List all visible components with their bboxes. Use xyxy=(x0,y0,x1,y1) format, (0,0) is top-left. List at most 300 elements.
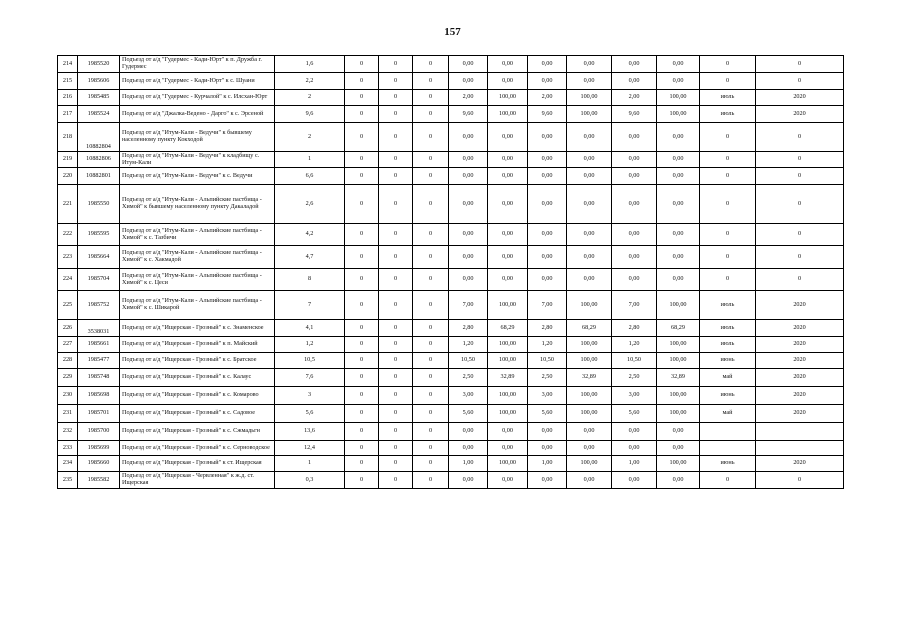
road-length: 1 xyxy=(275,456,345,472)
value-2: 0 xyxy=(379,73,413,90)
year: 0 xyxy=(756,185,844,224)
value-4: 0,00 xyxy=(449,224,488,246)
road-length: 9,6 xyxy=(275,106,345,123)
row-number: 214 xyxy=(58,56,78,73)
road-name: Подъезд от а/д "Итум-Кали - Ведучи" к с. Ведучи xyxy=(120,168,275,185)
value-7: 32,89 xyxy=(567,369,612,387)
value-5: 0,00 xyxy=(488,472,528,489)
table-row xyxy=(58,123,844,152)
value-4: 0,00 xyxy=(449,123,488,152)
value-1: 0 xyxy=(345,472,379,489)
road-name: Подъезд от а/д "Итум-Кали - Альпийские пастбища - Химой" к с. Цеси xyxy=(120,269,275,291)
road-code: 1985700 xyxy=(78,423,120,441)
value-2: 0 xyxy=(379,441,413,456)
value-5: 0,00 xyxy=(488,73,528,90)
table-row xyxy=(58,90,844,106)
value-8: 0,00 xyxy=(612,423,657,441)
year: 2020 xyxy=(756,337,844,353)
row-number: 228 xyxy=(58,353,78,369)
value-7: 0,00 xyxy=(567,246,612,269)
value-2: 0 xyxy=(379,291,413,320)
road-name: Подъезд от а/д "Ищерская - Грозный" к п. Майский xyxy=(120,337,275,353)
road-code: 10882806 xyxy=(78,152,120,168)
month: июль xyxy=(700,106,756,123)
value-2: 0 xyxy=(379,456,413,472)
year: 2020 xyxy=(756,387,844,405)
row-number: 224 xyxy=(58,269,78,291)
road-code: 1985699 xyxy=(78,441,120,456)
value-7: 68,29 xyxy=(567,320,612,337)
road-name: Подъезд от а/д "Ищерская - Грозный" к с. Садовое xyxy=(120,405,275,423)
value-9: 0,00 xyxy=(657,185,700,224)
value-9: 0,00 xyxy=(657,269,700,291)
value-3: 0 xyxy=(413,269,449,291)
value-2: 0 xyxy=(379,472,413,489)
road-code: 10882801 xyxy=(78,168,120,185)
value-9: 100,00 xyxy=(657,387,700,405)
road-name: Подъезд от а/д "Ищерская - Грозный" к с. Сжмадьгн xyxy=(120,423,275,441)
road-name: Подъезд от а/д "Итум-Кали - Альпийские пастбища - Химой" к с. Хакмадой xyxy=(120,246,275,269)
road-code: 1985661 xyxy=(78,337,120,353)
value-5: 0,00 xyxy=(488,224,528,246)
road-length: 1,2 xyxy=(275,337,345,353)
value-4: 0,00 xyxy=(449,168,488,185)
month: июль xyxy=(700,320,756,337)
value-2: 0 xyxy=(379,168,413,185)
value-6: 1,00 xyxy=(528,456,567,472)
value-2: 0 xyxy=(379,269,413,291)
value-2: 0 xyxy=(379,106,413,123)
road-code: 1985748 xyxy=(78,369,120,387)
value-2: 0 xyxy=(379,369,413,387)
value-2: 0 xyxy=(379,353,413,369)
value-7: 100,00 xyxy=(567,90,612,106)
road-name: Подъезд от а/д "Итум-Кали - Ведучи" к кладбищу с. Итум-Кали xyxy=(120,152,275,168)
month: 0 xyxy=(700,269,756,291)
road-length: 8 xyxy=(275,269,345,291)
table-row xyxy=(58,185,844,224)
value-1: 0 xyxy=(345,423,379,441)
month: май xyxy=(700,369,756,387)
road-length: 6,6 xyxy=(275,168,345,185)
row-number: 230 xyxy=(58,387,78,405)
value-9: 0,00 xyxy=(657,168,700,185)
road-code: 1985704 xyxy=(78,269,120,291)
road-code: 1985520 xyxy=(78,56,120,73)
road-length: 2,6 xyxy=(275,185,345,224)
value-1: 0 xyxy=(345,246,379,269)
value-3: 0 xyxy=(413,387,449,405)
value-1: 0 xyxy=(345,353,379,369)
row-number: 215 xyxy=(58,73,78,90)
value-1: 0 xyxy=(345,387,379,405)
value-8: 0,00 xyxy=(612,123,657,152)
value-5: 0,00 xyxy=(488,56,528,73)
road-length: 5,6 xyxy=(275,405,345,423)
value-6: 0,00 xyxy=(528,441,567,456)
road-code: 1985485 xyxy=(78,90,120,106)
month: 0 xyxy=(700,246,756,269)
month: 0 xyxy=(700,56,756,73)
value-4: 7,00 xyxy=(449,291,488,320)
month: май xyxy=(700,405,756,423)
row-number: 220 xyxy=(58,168,78,185)
road-code: 3538031 xyxy=(78,320,120,337)
value-8: 0,00 xyxy=(612,224,657,246)
value-3: 0 xyxy=(413,106,449,123)
table-row xyxy=(58,168,844,185)
value-9: 100,00 xyxy=(657,456,700,472)
value-6: 5,60 xyxy=(528,405,567,423)
value-4: 0,00 xyxy=(449,152,488,168)
road-length: 1,6 xyxy=(275,56,345,73)
value-8: 0,00 xyxy=(612,185,657,224)
road-name: Подъезд от а/д "Ищерская - Грозный" к с. Калаус xyxy=(120,369,275,387)
value-4: 0,00 xyxy=(449,56,488,73)
road-length: 4,7 xyxy=(275,246,345,269)
value-3: 0 xyxy=(413,405,449,423)
row-number: 218 xyxy=(58,123,78,152)
value-7: 100,00 xyxy=(567,456,612,472)
table-row xyxy=(58,291,844,320)
value-6: 2,80 xyxy=(528,320,567,337)
value-7: 0,00 xyxy=(567,423,612,441)
value-4: 5,60 xyxy=(449,405,488,423)
value-2: 0 xyxy=(379,246,413,269)
value-3: 0 xyxy=(413,152,449,168)
year: 2020 xyxy=(756,369,844,387)
road-name: Подъезд от а/д "Итум-Кали - Альпийские пастбища - Химой" к с. Шикарой xyxy=(120,291,275,320)
road-length: 12,4 xyxy=(275,441,345,456)
value-3: 0 xyxy=(413,168,449,185)
road-length: 3 xyxy=(275,387,345,405)
row-number: 234 xyxy=(58,456,78,472)
value-7: 0,00 xyxy=(567,73,612,90)
value-5: 32,89 xyxy=(488,369,528,387)
row-number: 231 xyxy=(58,405,78,423)
month xyxy=(700,441,756,456)
value-5: 0,00 xyxy=(488,269,528,291)
month: июль xyxy=(700,337,756,353)
road-name: Подъезд от а/д "Гудермес - Курчалой" к с. Илсхан-Юрт xyxy=(120,90,275,106)
year xyxy=(756,423,844,441)
road-name: Подъезд от а/д "Итум-Кали - Альпийские пастбища - Химой" к бывшему населенному пункту Дакаладой xyxy=(120,185,275,224)
value-1: 0 xyxy=(345,320,379,337)
road-length: 4,1 xyxy=(275,320,345,337)
month: июнь xyxy=(700,456,756,472)
month: июль xyxy=(700,291,756,320)
value-3: 0 xyxy=(413,56,449,73)
value-3: 0 xyxy=(413,291,449,320)
value-1: 0 xyxy=(345,441,379,456)
year: 2020 xyxy=(756,106,844,123)
value-1: 0 xyxy=(345,152,379,168)
value-9: 0,00 xyxy=(657,56,700,73)
year: 2020 xyxy=(756,456,844,472)
value-9: 100,00 xyxy=(657,405,700,423)
value-6: 0,00 xyxy=(528,246,567,269)
value-7: 0,00 xyxy=(567,185,612,224)
value-3: 0 xyxy=(413,353,449,369)
value-8: 7,00 xyxy=(612,291,657,320)
value-9: 0,00 xyxy=(657,73,700,90)
month: июль xyxy=(700,90,756,106)
value-8: 0,00 xyxy=(612,73,657,90)
value-9: 0,00 xyxy=(657,152,700,168)
year: 2020 xyxy=(756,320,844,337)
road-length: 4,2 xyxy=(275,224,345,246)
value-4: 2,50 xyxy=(449,369,488,387)
road-length: 2,2 xyxy=(275,73,345,90)
year: 0 xyxy=(756,472,844,489)
value-2: 0 xyxy=(379,185,413,224)
value-1: 0 xyxy=(345,73,379,90)
value-3: 0 xyxy=(413,456,449,472)
value-1: 0 xyxy=(345,90,379,106)
value-3: 0 xyxy=(413,246,449,269)
value-6: 2,00 xyxy=(528,90,567,106)
road-length: 1 xyxy=(275,152,345,168)
value-5: 100,00 xyxy=(488,90,528,106)
row-number: 219 xyxy=(58,152,78,168)
value-2: 0 xyxy=(379,56,413,73)
road-code: 1985752 xyxy=(78,291,120,320)
value-1: 0 xyxy=(345,456,379,472)
value-9: 100,00 xyxy=(657,106,700,123)
value-2: 0 xyxy=(379,423,413,441)
road-length: 0,3 xyxy=(275,472,345,489)
value-3: 0 xyxy=(413,337,449,353)
value-6: 0,00 xyxy=(528,185,567,224)
value-5: 0,00 xyxy=(488,168,528,185)
value-5: 100,00 xyxy=(488,337,528,353)
table-row xyxy=(58,387,844,405)
value-4: 1,20 xyxy=(449,337,488,353)
road-length: 2 xyxy=(275,90,345,106)
table-row xyxy=(58,56,844,73)
value-7: 0,00 xyxy=(567,168,612,185)
value-6: 2,50 xyxy=(528,369,567,387)
value-5: 100,00 xyxy=(488,387,528,405)
value-8: 0,00 xyxy=(612,472,657,489)
value-2: 0 xyxy=(379,123,413,152)
year: 0 xyxy=(756,56,844,73)
value-3: 0 xyxy=(413,224,449,246)
road-code: 1985582 xyxy=(78,472,120,489)
table-row xyxy=(58,337,844,353)
table-row xyxy=(58,353,844,369)
value-9: 100,00 xyxy=(657,337,700,353)
value-1: 0 xyxy=(345,291,379,320)
table-row xyxy=(58,269,844,291)
table-row xyxy=(58,246,844,269)
month: 0 xyxy=(700,185,756,224)
value-3: 0 xyxy=(413,90,449,106)
road-name: Подъезд от а/д "Гудермес - Кади-Юрт" к п. Дружба г. Гудермес xyxy=(120,56,275,73)
value-8: 2,00 xyxy=(612,90,657,106)
row-number: 232 xyxy=(58,423,78,441)
value-7: 0,00 xyxy=(567,56,612,73)
row-number: 226 xyxy=(58,320,78,337)
table-row xyxy=(58,456,844,472)
value-8: 0,00 xyxy=(612,269,657,291)
road-code: 1985701 xyxy=(78,405,120,423)
value-6: 0,00 xyxy=(528,168,567,185)
value-2: 0 xyxy=(379,337,413,353)
value-3: 0 xyxy=(413,185,449,224)
value-4: 0,00 xyxy=(449,185,488,224)
value-2: 0 xyxy=(379,152,413,168)
value-8: 5,60 xyxy=(612,405,657,423)
row-number: 223 xyxy=(58,246,78,269)
table-row xyxy=(58,320,844,337)
value-6: 0,00 xyxy=(528,423,567,441)
road-code: 1985550 xyxy=(78,185,120,224)
value-7: 100,00 xyxy=(567,337,612,353)
month: июнь xyxy=(700,353,756,369)
road-code: 1985477 xyxy=(78,353,120,369)
value-1: 0 xyxy=(345,185,379,224)
value-2: 0 xyxy=(379,405,413,423)
value-6: 1,20 xyxy=(528,337,567,353)
road-name: Подъезд от а/д "Гудермес - Кади-Юрт" к с. Шуани xyxy=(120,73,275,90)
road-code: 1985606 xyxy=(78,73,120,90)
value-5: 0,00 xyxy=(488,185,528,224)
month: 0 xyxy=(700,472,756,489)
value-8: 0,00 xyxy=(612,168,657,185)
value-5: 100,00 xyxy=(488,106,528,123)
value-6: 3,00 xyxy=(528,387,567,405)
value-6: 0,00 xyxy=(528,123,567,152)
road-name: Подъезд от а/д "Ищерская - Грозный" к с. Братское xyxy=(120,353,275,369)
row-number: 227 xyxy=(58,337,78,353)
year: 0 xyxy=(756,152,844,168)
value-6: 7,00 xyxy=(528,291,567,320)
road-length: 7,6 xyxy=(275,369,345,387)
road-code: 1985595 xyxy=(78,224,120,246)
table-row xyxy=(58,224,844,246)
value-8: 2,80 xyxy=(612,320,657,337)
value-6: 0,00 xyxy=(528,152,567,168)
value-9: 0,00 xyxy=(657,224,700,246)
value-4: 9,60 xyxy=(449,106,488,123)
year: 0 xyxy=(756,269,844,291)
value-5: 100,00 xyxy=(488,353,528,369)
value-7: 0,00 xyxy=(567,123,612,152)
table-row xyxy=(58,441,844,456)
value-8: 1,00 xyxy=(612,456,657,472)
value-7: 0,00 xyxy=(567,224,612,246)
value-7: 100,00 xyxy=(567,106,612,123)
value-6: 10,50 xyxy=(528,353,567,369)
row-number: 216 xyxy=(58,90,78,106)
value-4: 3,00 xyxy=(449,387,488,405)
road-name: Подъезд от а/д "Итум-Кали - Альпийские пастбища - Химой" к с. Тазбичи xyxy=(120,224,275,246)
value-9: 0,00 xyxy=(657,123,700,152)
value-7: 100,00 xyxy=(567,405,612,423)
value-5: 100,00 xyxy=(488,456,528,472)
road-code: 1985660 xyxy=(78,456,120,472)
value-9: 0,00 xyxy=(657,246,700,269)
value-1: 0 xyxy=(345,369,379,387)
row-number: 221 xyxy=(58,185,78,224)
page-number: 157 xyxy=(444,26,461,38)
value-5: 0,00 xyxy=(488,152,528,168)
value-4: 0,00 xyxy=(449,246,488,269)
year: 0 xyxy=(756,168,844,185)
value-1: 0 xyxy=(345,337,379,353)
value-5: 0,00 xyxy=(488,423,528,441)
value-9: 0,00 xyxy=(657,423,700,441)
value-5: 0,00 xyxy=(488,123,528,152)
value-4: 10,50 xyxy=(449,353,488,369)
value-5: 100,00 xyxy=(488,291,528,320)
road-name: Подъезд от а/д "Итум-Кали - Ведучи" к бывшему населенному пункту Кокходой xyxy=(120,123,275,152)
value-6: 0,00 xyxy=(528,224,567,246)
value-2: 0 xyxy=(379,90,413,106)
road-table xyxy=(57,55,844,489)
month: 0 xyxy=(700,168,756,185)
value-1: 0 xyxy=(345,106,379,123)
value-9: 68,29 xyxy=(657,320,700,337)
value-9: 100,00 xyxy=(657,291,700,320)
table-row xyxy=(58,369,844,387)
road-code: 1985698 xyxy=(78,387,120,405)
row-number: 233 xyxy=(58,441,78,456)
value-6: 0,00 xyxy=(528,269,567,291)
road-code: 1985664 xyxy=(78,246,120,269)
value-9: 0,00 xyxy=(657,441,700,456)
table-row xyxy=(58,152,844,168)
value-8: 0,00 xyxy=(612,246,657,269)
row-number: 217 xyxy=(58,106,78,123)
row-number: 229 xyxy=(58,369,78,387)
road-name: Подъезд от а/д "Ищерская - Грозный" к с. Знаменское xyxy=(120,320,275,337)
value-2: 0 xyxy=(379,387,413,405)
value-3: 0 xyxy=(413,441,449,456)
value-5: 0,00 xyxy=(488,441,528,456)
year: 2020 xyxy=(756,405,844,423)
value-4: 2,80 xyxy=(449,320,488,337)
value-4: 0,00 xyxy=(449,73,488,90)
value-7: 0,00 xyxy=(567,472,612,489)
value-8: 0,00 xyxy=(612,152,657,168)
value-1: 0 xyxy=(345,123,379,152)
value-9: 100,00 xyxy=(657,90,700,106)
table-row xyxy=(58,106,844,123)
row-number: 225 xyxy=(58,291,78,320)
table-row xyxy=(58,472,844,489)
road-length: 2 xyxy=(275,123,345,152)
month: 0 xyxy=(700,224,756,246)
year xyxy=(756,441,844,456)
value-6: 0,00 xyxy=(528,472,567,489)
value-7: 0,00 xyxy=(567,152,612,168)
value-5: 0,00 xyxy=(488,246,528,269)
road-name: Подъезд от а/д "Джалка-Ведено - Дарго" к с. Эрсеной xyxy=(120,106,275,123)
month: июнь xyxy=(700,387,756,405)
value-5: 68,29 xyxy=(488,320,528,337)
road-name: Подъезд от а/д "Ищерская - Грозный" к ст. Ищерская xyxy=(120,456,275,472)
value-3: 0 xyxy=(413,73,449,90)
table-row xyxy=(58,405,844,423)
value-8: 0,00 xyxy=(612,441,657,456)
table-row xyxy=(58,423,844,441)
value-3: 0 xyxy=(413,123,449,152)
value-9: 100,00 xyxy=(657,353,700,369)
value-1: 0 xyxy=(345,269,379,291)
value-6: 9,60 xyxy=(528,106,567,123)
